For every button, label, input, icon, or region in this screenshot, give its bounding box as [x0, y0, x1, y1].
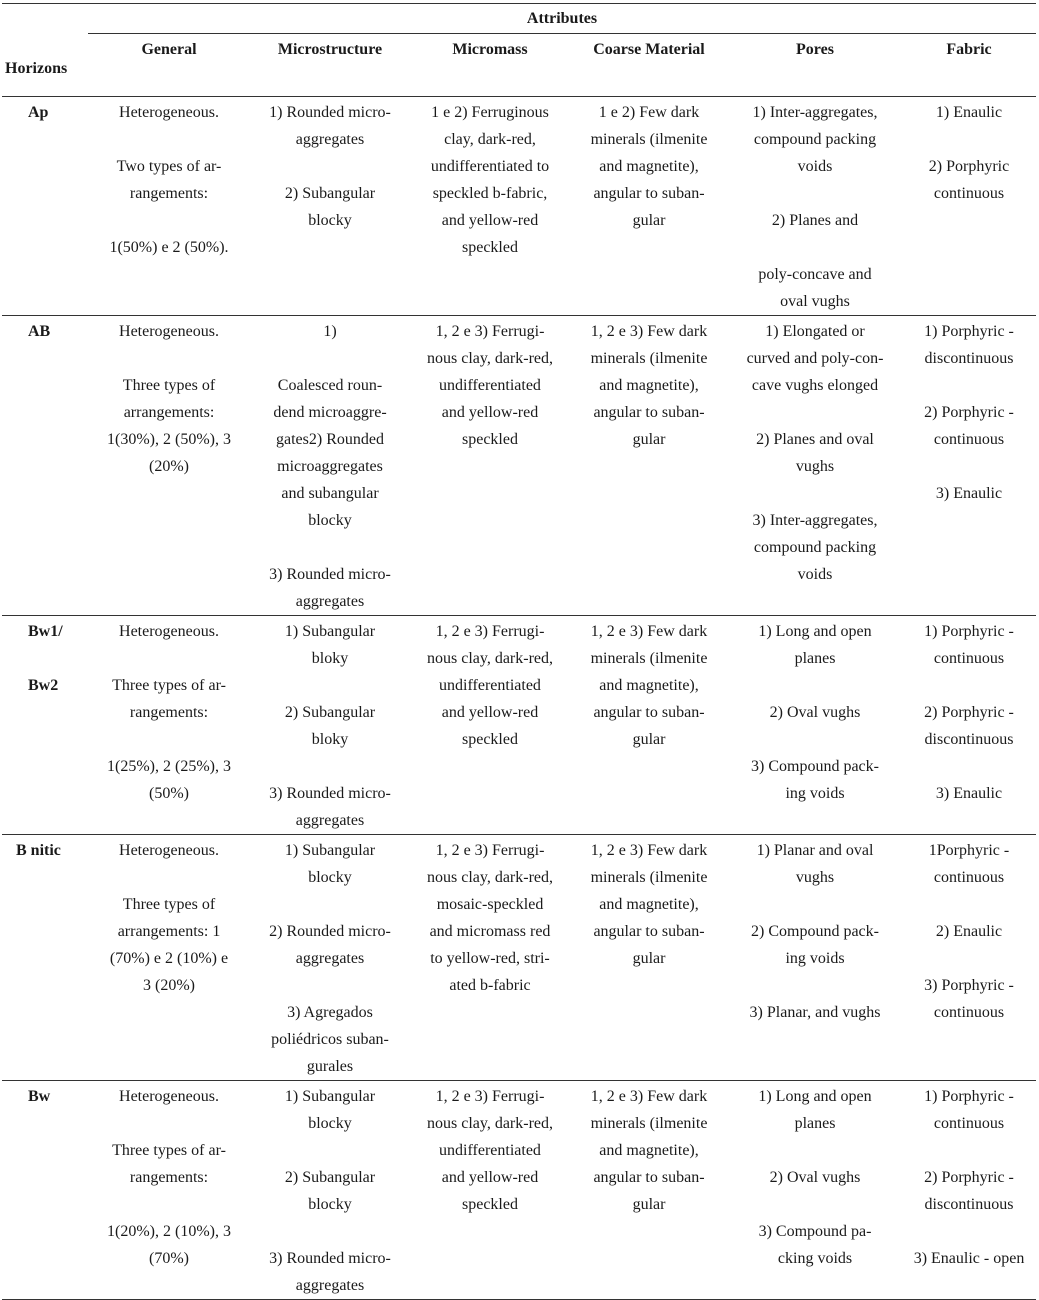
microstructure-cell [250, 97, 410, 316]
coarse-material-cell [570, 835, 728, 1081]
coarse-material-cell [570, 97, 728, 316]
horizon-label: B nitic [16, 842, 61, 859]
horizon-label: AB [28, 323, 51, 340]
pores-text: 1) Inter-aggregates, compound packing voids 2) Planes and poly-concave and oval vughs [752, 104, 878, 310]
horizons-header: Horizons [2, 4, 88, 97]
microstructure-cell [250, 1081, 410, 1300]
micromass-text: 1, 2 e 3) Ferrugi- nous clay, dark-red, undifferentiated and yellow-red speckled [426, 323, 554, 448]
fabric-text: 1Porphyric - continuous 2) Enaulic 3) Porphyric - continuous [924, 842, 1014, 1021]
pores-cell [728, 616, 902, 835]
pores-cell [728, 835, 902, 1081]
coarse-material-cell [570, 1081, 728, 1300]
general-cell [88, 1081, 250, 1300]
horizon-label: Bw1/ Bw2 [28, 623, 63, 694]
pores-text: 1) Long and open planes 2) Oval vughs 3) Compound pa- cking voids [758, 1088, 872, 1267]
table-row [2, 1081, 1036, 1300]
fabric-text: 1) Enaulic 2) Porphyric continuous [928, 104, 1010, 202]
coarse-material-text: 1, 2 e 3) Few dark minerals (ilmenite and magnetite), angular to suban- gular [590, 323, 708, 448]
fabric-cell [902, 316, 1036, 616]
general-text: Heterogeneous. Three types of arrangements: 1(30%), 2 (50%), 3 (20%) [107, 323, 231, 475]
horizon-label: Bw [28, 1088, 51, 1105]
microstructure-text: 1) Coalesced roun- dend microaggre- gates2) Rounded microaggregates and subangular blocky 3) Rounded micro- aggregates [269, 323, 391, 610]
coarse-material-text: 1, 2 e 3) Few dark minerals (ilmenite and magnetite), angular to suban- gular [590, 842, 708, 967]
pores-cell [728, 316, 902, 616]
fabric-text: 1) Porphyric - continuous 2) Porphyric - discontinuous 3) Enaulic [924, 623, 1014, 802]
micromass-cell [410, 316, 570, 616]
attributes-header: Attributes [88, 4, 1036, 34]
micromass-text: 1 e 2) Ferruginous clay, dark-red, undifferentiated to speckled b-fabric, and yellow-red speckled [430, 104, 550, 256]
table-row [2, 835, 1036, 1081]
table-row [2, 616, 1036, 835]
general-cell [88, 97, 250, 316]
general-text: Heterogeneous. Two types of ar- rangements: 1(50%) e 2 (50%). [109, 104, 229, 256]
column-header-coarse-material: Coarse Material [570, 34, 728, 97]
coarse-material-text: 1, 2 e 3) Few dark minerals (ilmenite and magnetite), angular to suban- gular [590, 623, 708, 748]
horizon-cell [2, 97, 88, 316]
pores-text: 1) Planar and oval vughs 2) Compound pack- ing voids 3) Planar, and vughs [749, 842, 881, 1021]
pores-text: 1) Long and open planes 2) Oval vughs 3) Compound pack- ing voids [751, 623, 879, 802]
table-row [2, 316, 1036, 616]
pores-cell [728, 97, 902, 316]
horizon-cell [2, 835, 88, 1081]
pores-text: 1) Elongated or curved and poly-con- cave vughs elonged 2) Planes and oval vughs 3) Inter-aggregates, compound packing voids [746, 323, 884, 583]
column-header-microstructure: Microstructure [250, 34, 410, 97]
fabric-cell [902, 1081, 1036, 1300]
coarse-material-text: 1, 2 e 3) Few dark minerals (ilmenite and magnetite), angular to suban- gular [590, 1088, 708, 1213]
general-text: Heterogeneous. Three types of arrangements: 1 (70%) e 2 (10%) e 3 (20%) [109, 842, 229, 994]
micromass-cell [410, 616, 570, 835]
coarse-material-cell [570, 616, 728, 835]
coarse-material-text: 1 e 2) Few dark minerals (ilmenite and magnetite), angular to suban- gular [590, 104, 708, 229]
microstructure-cell [250, 616, 410, 835]
general-text: Heterogeneous. Three types of ar- rangements: 1(20%), 2 (10%), 3 (70%) [107, 1088, 231, 1267]
column-header-micromass: Micromass [410, 34, 570, 97]
general-cell [88, 616, 250, 835]
microstructure-text: 1) Subangular bloky 2) Subangular bloky 3) Rounded micro- aggregates [269, 623, 391, 829]
microstructure-cell [250, 316, 410, 616]
microstructure-text: 1) Subangular blocky 2) Rounded micro- aggregates 3) Agregados poliédricos suban- gurales [269, 842, 391, 1075]
coarse-material-cell [570, 316, 728, 616]
horizon-cell [2, 316, 88, 616]
micromass-cell [410, 835, 570, 1081]
general-cell [88, 316, 250, 616]
micromorphology-table [2, 3, 1036, 1300]
column-header-fabric: Fabric [902, 34, 1036, 97]
general-cell [88, 835, 250, 1081]
microstructure-text: 1) Rounded micro- aggregates 2) Subangular blocky [269, 104, 391, 229]
horizon-cell [2, 1081, 88, 1300]
micromass-text: 1, 2 e 3) Ferrugi- nous clay, dark-red, undifferentiated and yellow-red speckled [426, 1088, 554, 1213]
general-text: Heterogeneous. Three types of ar- rangements: 1(25%), 2 (25%), 3 (50%) [107, 623, 231, 802]
microstructure-cell [250, 835, 410, 1081]
column-header-pores: Pores [728, 34, 902, 97]
micromass-cell [410, 1081, 570, 1300]
micromass-text: 1, 2 e 3) Ferrugi- nous clay, dark-red, mosaic-speckled and micromass red to yellow-red, stri- ated b-fabric [426, 842, 554, 994]
micromass-cell [410, 97, 570, 316]
column-header-general: General [88, 34, 250, 97]
table-row [2, 97, 1036, 316]
fabric-text: 1) Porphyric - continuous 2) Porphyric - discontinuous 3) Enaulic - open [913, 1088, 1025, 1267]
horizon-cell [2, 616, 88, 835]
pores-cell [728, 1081, 902, 1300]
horizon-label: Ap [28, 104, 49, 121]
fabric-text: 1) Porphyric - discontinuous 2) Porphyric - continuous 3) Enaulic [924, 323, 1014, 502]
fabric-cell [902, 97, 1036, 316]
fabric-cell [902, 616, 1036, 835]
micromass-text: 1, 2 e 3) Ferrugi- nous clay, dark-red, undifferentiated and yellow-red speckled [426, 623, 554, 748]
microstructure-text: 1) Subangular blocky 2) Subangular blocky 3) Rounded micro- aggregates [269, 1088, 391, 1294]
fabric-cell [902, 835, 1036, 1081]
